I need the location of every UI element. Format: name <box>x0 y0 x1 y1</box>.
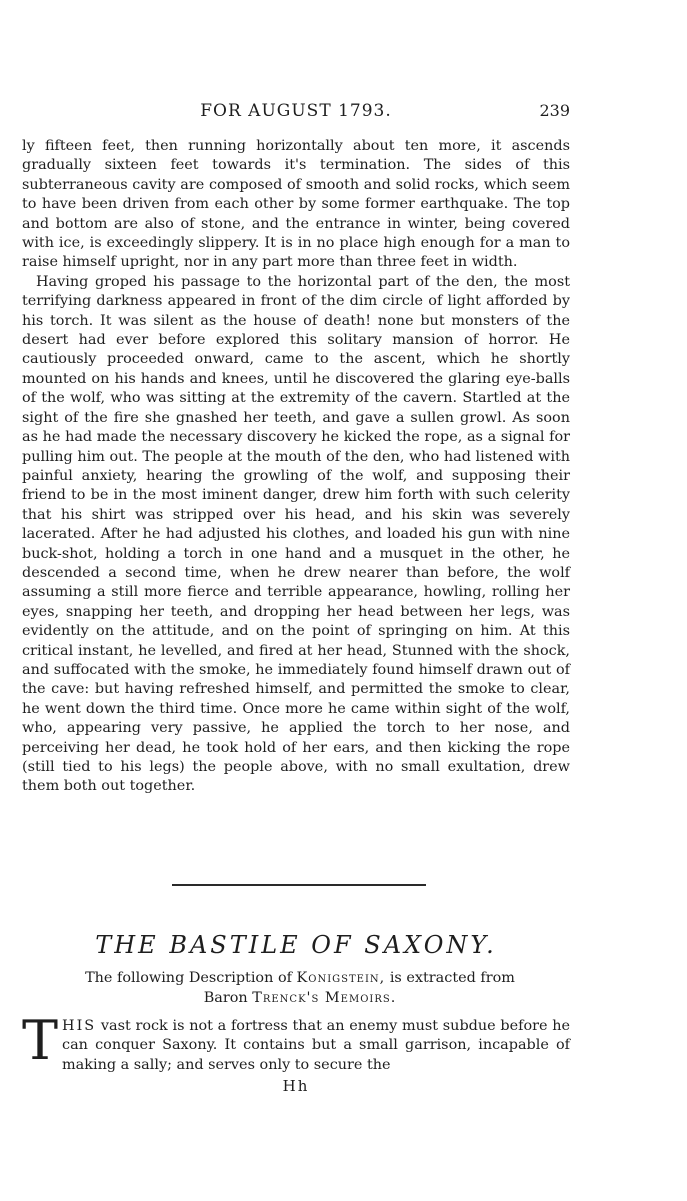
intro-text: is extracted from <box>389 970 515 986</box>
section-title: THE BASTILE OF SAXONY. <box>95 931 497 959</box>
running-head <box>22 101 570 125</box>
intro-text: The following Description of <box>85 970 292 986</box>
intro-author: Trenck's Memoirs. <box>252 990 397 1006</box>
article-continuation <box>22 137 570 797</box>
paragraph: ly fifteen feet, then running horizontally about ten more, it ascends gradually sixteen feet towards it's termination. The sides of this subterraneous cavity are composed of smooth and solid rocks, which seem to have been driven from each other by some former earthquake. The top and bottom are also of stone, and the entrance in winter, being covered with ice, is exceedingly slippery. It is in no place high enough for a man to raise himself upright, nor in any part more than three feet in width. <box>22 138 570 271</box>
intro-place: Konigstein, <box>296 970 386 986</box>
page-number: 239 <box>539 101 570 120</box>
running-title: FOR AUGUST 1793. <box>200 101 392 121</box>
section-divider <box>172 884 426 886</box>
bastile-article <box>22 1009 571 1075</box>
article-body: vast rock is not a fortress that an enemy must subdue before he can conquer Saxony. It contains but a small garrison, incapable of making a sally; and serves only to secure the <box>62 1018 571 1073</box>
first-word: HIS <box>62 1018 97 1034</box>
paragraph: Having groped his passage to the horizontal part of the den, the most terrifying darkness appeared in front of the dim circle of light afforded by his torch. It was silent as the house of death! none but monsters of the desert had ever before explored this solitary mansion of horror. He cautiously proceeded onward, came to the ascent, which he shortly mounted on his hands and knees, until he discovered the glaring eye-balls of the wolf, who was sitting at the extremity of the cavern. Startled at the sight of the fire she gnashed her teeth, and gave a sullen growl. As soon as he had made the necessary discovery he kicked the rope, as a signal for pulling him out. The people at the mouth of the den, who had listened with painful anxiety, hearing the growling of the wolf, and supposing their friend to be in the most iminent danger, drew him forth with such celerity that his shirt was stripped over his head, and his skin was severely lacerated. After he had adjusted his clothes, and loaded his gun with nine buck-shot, holding a torch in one hand and a musquet in the other, he descended a second time, when he drew nearer than before, the wolf assuming a still more fierce and terrible appearance, howling, rolling her eyes, snapping her teeth, and dropping her head between her legs, was evidently on the attitude, and on the point of springing on him. At this critical instant, he levelled, and fired at her head, Stunned with the shock, and suffocated with the smoke, he immediately found himself drawn out of the cave: but having refreshed himself, and permitted the smoke to clear, he went down the third time. Once more he came within sight of the wolf, who, appearing very passive, he applied the torch to her nose, and perceiving her dead, he took hold of her ears, and then kicking the rope (still tied to his legs) the people above, with no small exultation, drew them both out together. <box>22 273 570 795</box>
section-intro <box>40 968 560 1008</box>
drop-cap: T <box>22 1009 59 1072</box>
intro-text: Baron <box>203 990 248 1006</box>
signature-mark: Hh <box>282 1077 310 1095</box>
